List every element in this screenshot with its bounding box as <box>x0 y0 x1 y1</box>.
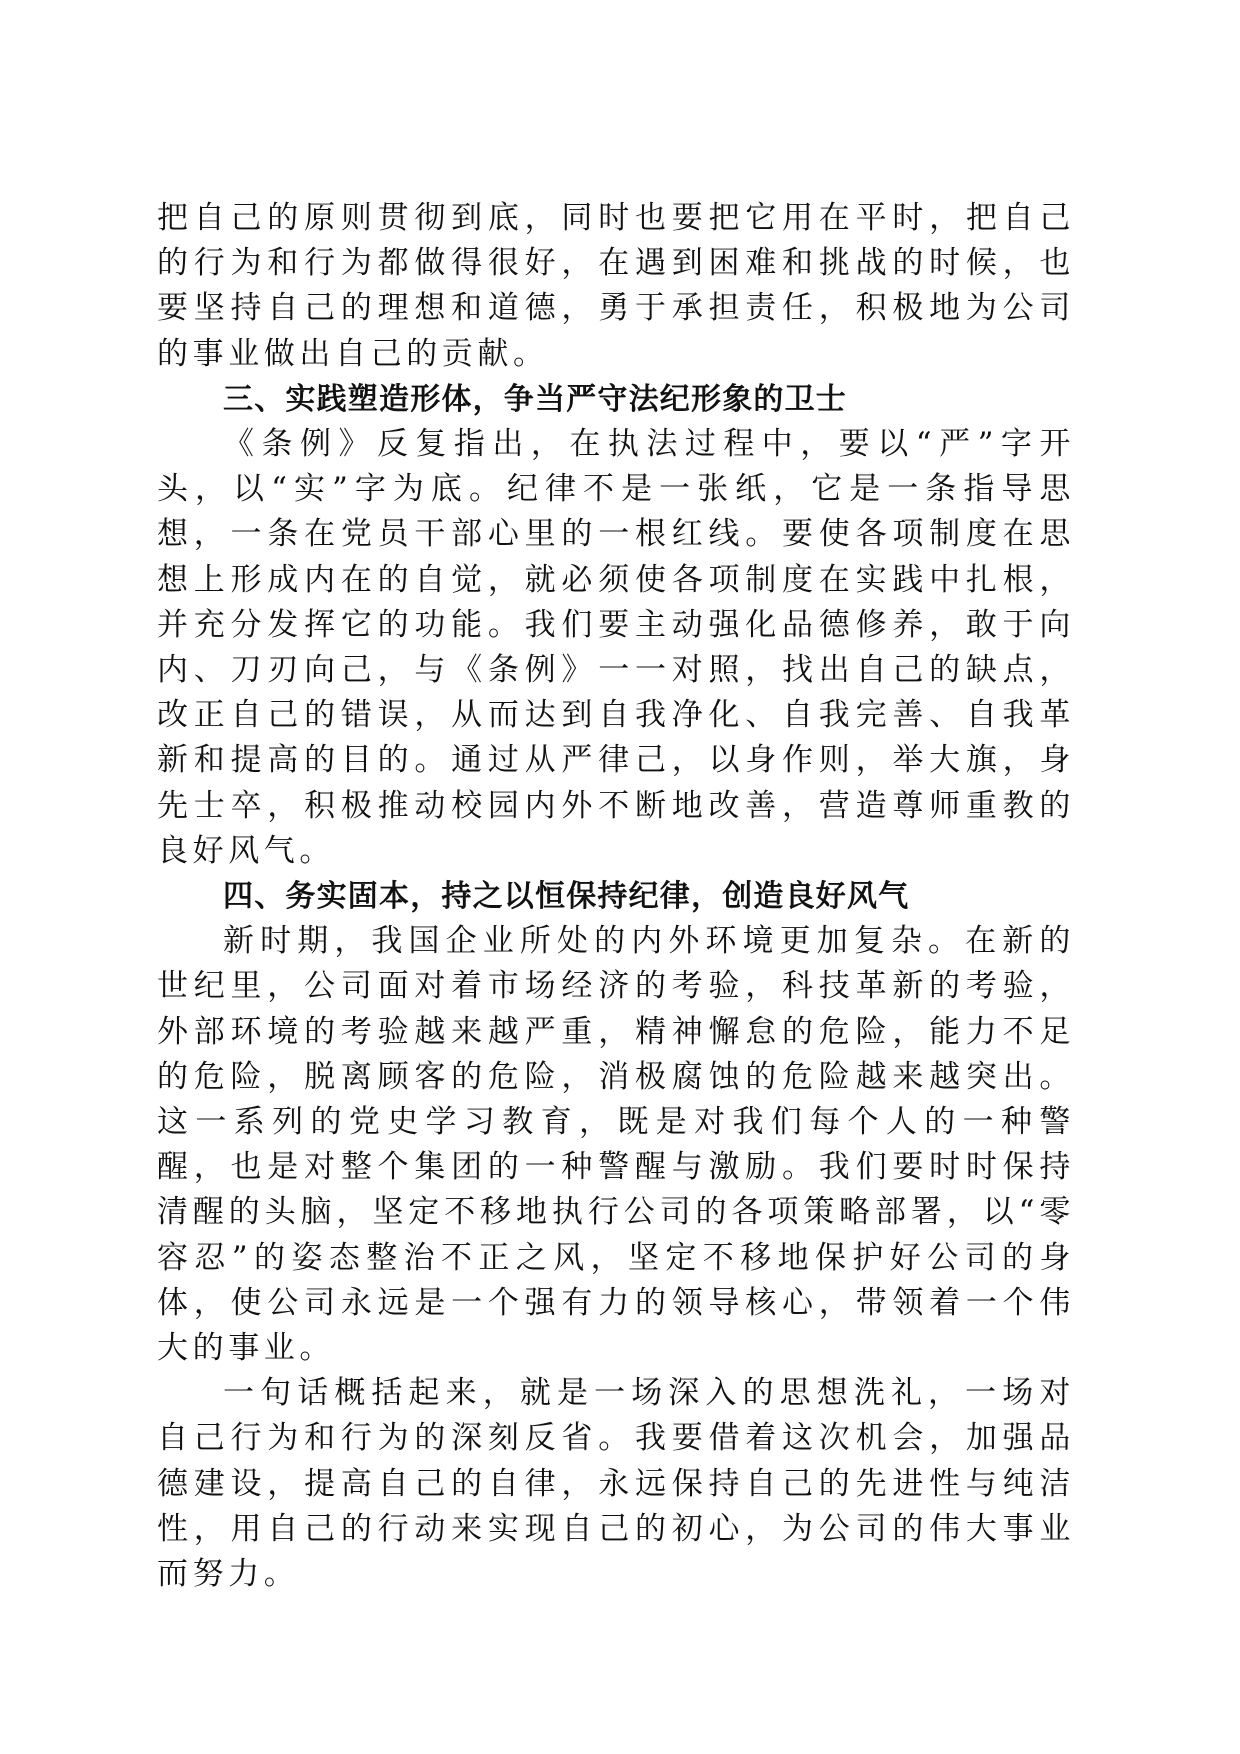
section-heading-3: 三、实践塑造形体，争当严守法纪形象的卫士 <box>223 381 847 417</box>
paragraph-conclusion: 一句话概括起来，就是一场深入的思想洗礼，一场对自己行为和行为的深刻反省。我要借着这次机会，加强品德建设，提高自己的自律，永远保持自己的先进性与纯洁性，用自己的行动来实现自己的初心，为公司的伟大事业而努力。 <box>157 1375 1075 1593</box>
section-heading-4: 四、务实固本，持之以恒保持纪律，创造良好风气 <box>223 879 910 915</box>
document-body <box>157 196 1075 1597</box>
paragraph-continuation: 把自己的原则贯彻到底，同时也要把它用在平时，把自己的行为和行为都做得很好，在遇到困难和挑战的时候，也要坚持自己的理想和道德，勇于承担责任，积极地为公司的事业做出自己的贡献。 <box>157 200 1075 372</box>
paragraph-section-3: 《条例》反复指出，在执法过程中，要以“严”字开头，以“实”字为底。纪律不是一张纸，它是一条指导思想，一条在党员干部心里的一根红线。要使各项制度在思想上形成内在的自觉，就必须使各项制度在实践中扎根，并充分发挥它的功能。我们要主动强化品德修养，敢于向内、刀刃向己，与《条例》一一对照，找出自己的缺点，改正自己的错误，从而达到自我净化、自我完善、自我革新和提高的目的。通过从严律己，以身作则，举大旗，身先士卒，积极推动校园内外不断地改善，营造尊师重教的良好风气。 <box>157 426 1075 869</box>
paragraph-section-4: 新时期，我国企业所处的内外环境更加复杂。在新的世纪里，公司面对着市场经济的考验，科技革新的考验，外部环境的考验越来越严重，精神懈怠的危险，能力不足的危险，脱离顾客的危险，消极腐蚀的危险越来越突出。这一系列的党史学习教育，既是对我们每个人的一种警醒，也是对整个集团的一种警醒与激励。我们要时时保持清醒的头脑，坚定不移地执行公司的各项策略部署，以“零容忍”的姿态整治不正之风，坚定不移地保护好公司的身体，使公司永远是一个强有力的领导核心，带领着一个伟大的事业。 <box>157 923 1075 1367</box>
